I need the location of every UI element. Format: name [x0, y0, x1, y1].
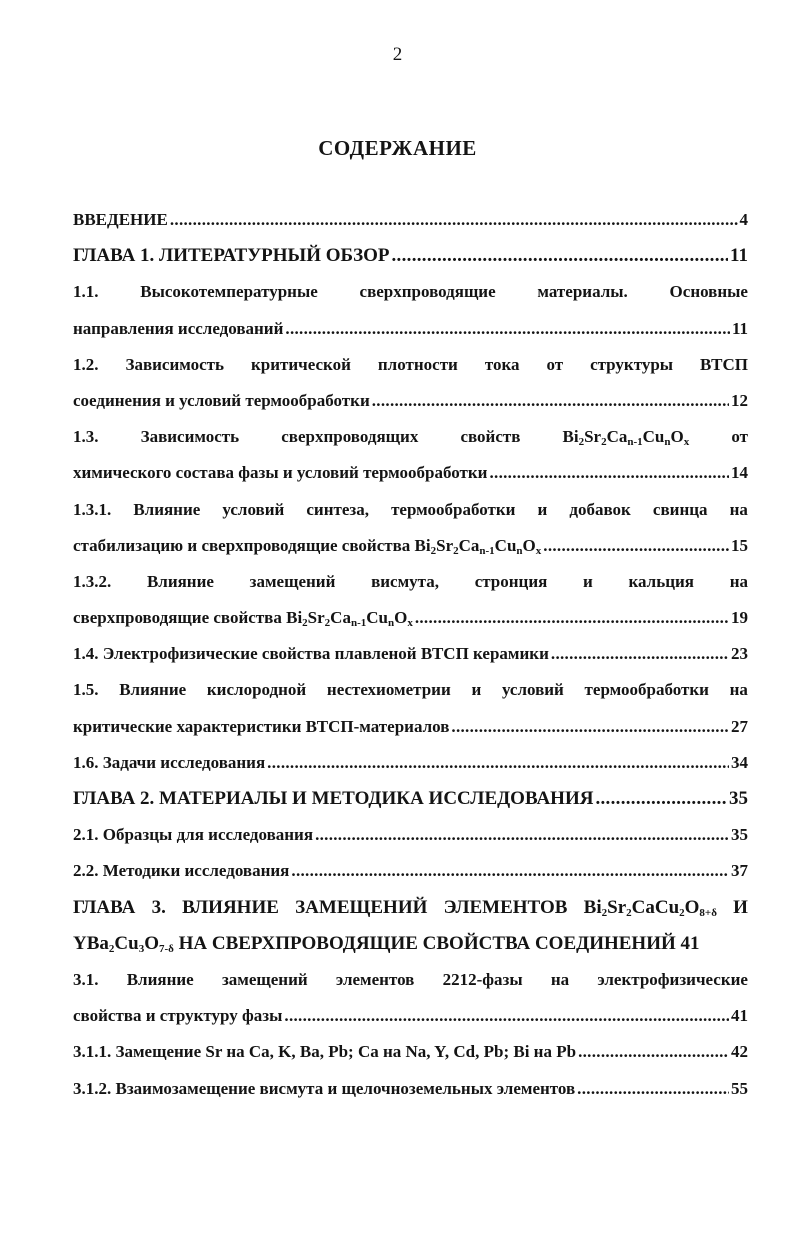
- toc-word: Влияние: [133, 499, 201, 519]
- page-ref: 41: [731, 1006, 748, 1026]
- toc-entry-3-1-2[interactable]: 3.1.2. Взаимозамещение висмута и щелочноземельных элементов ..... 55: [73, 1071, 748, 1107]
- page-ref: 27: [731, 716, 748, 736]
- toc-word: электрофизические: [597, 969, 748, 989]
- toc-word: сверхпроводящих: [281, 427, 419, 447]
- toc-word: и: [583, 571, 593, 591]
- toc-word: ВТСП: [700, 354, 748, 374]
- toc-word: 3.1.: [73, 969, 99, 989]
- toc-word: замещений: [249, 571, 336, 591]
- chemical-formula: $Bi_2Sr_2Ca_{n-1}Cu_nO_x$: [562, 427, 690, 449]
- page-ref: 11: [731, 318, 748, 338]
- toc-entry-1-3-line2[interactable]: химического состава фазы и условий термообработки ..... 14: [73, 455, 748, 491]
- toc-entry-3-1-line2[interactable]: свойства и структуру фазы ..... 41: [73, 998, 748, 1034]
- toc-word: условий: [501, 680, 564, 700]
- page-title: СОДЕРЖАНИЕ: [318, 136, 477, 160]
- toc-word: висмута,: [371, 571, 439, 591]
- toc-entry-chapter-3-line2[interactable]: $YBa_2Cu_3O_{7-\delta}$ НА СВЕРХПРОВОДЯЩИЕ СВОЙСТВА СОЕДИНЕНИЙ 41: [73, 932, 700, 955]
- page-ref: 37: [731, 861, 748, 881]
- toc-word: сверхпроводящие: [359, 282, 496, 302]
- toc-word: нестехиометрии: [326, 680, 451, 700]
- toc-entry-chapter-3-line1[interactable]: [73, 890, 748, 926]
- toc-entry-2-1[interactable]: 2.1. Образцы для исследования ..... 35: [73, 817, 748, 853]
- toc-entry-1-6[interactable]: 1.6. Задачи исследования ..... 34: [73, 745, 748, 781]
- justified-words: [73, 274, 748, 310]
- page-ref: 42: [731, 1042, 748, 1062]
- toc-word: замещений: [221, 969, 308, 989]
- toc-word: 1.3.2.: [73, 571, 112, 591]
- toc-word: стронция: [474, 571, 548, 591]
- toc-word: на: [729, 499, 748, 519]
- page-ref: 34: [731, 752, 748, 772]
- toc-word: Зависимость: [125, 354, 224, 374]
- toc-entry-1-2-line1[interactable]: [73, 347, 748, 383]
- justified-words: ГЛАВА 3. ВЛИЯНИЕ ЗАМЕЩЕНИЙ ЭЛЕМЕНТОВ $Bi_2Sr_2CaCu_2O_{8+\delta}$ И: [73, 890, 748, 926]
- toc-word: на: [729, 680, 748, 700]
- toc-entry-1-3-1-line2[interactable]: стабилизацию и сверхпроводящие свойства $Bi_2Sr_2Ca_{n-1}Cu_nO_x$ ..... 15: [73, 528, 748, 564]
- page-ref: 11: [730, 245, 748, 267]
- toc-word: Высокотемпературные: [140, 282, 318, 302]
- toc-entry-intro[interactable]: ВВЕДЕНИЕ ..... 4: [73, 202, 748, 238]
- justified-words: [73, 962, 748, 998]
- justified-words: [73, 564, 748, 600]
- toc-word: 1.2.: [73, 354, 99, 374]
- toc-word: Влияние: [126, 969, 194, 989]
- toc-word: элементов: [335, 969, 415, 989]
- toc-word: критической: [250, 354, 351, 374]
- toc-word: синтеза,: [306, 499, 369, 519]
- justified-words: [73, 492, 748, 528]
- page-ref: 35: [731, 825, 748, 845]
- toc-word: свинца: [652, 499, 708, 519]
- toc-word: Основные: [669, 282, 748, 302]
- chemical-formula: $Bi_2Sr_2Ca_{n-1}Cu_nO_x$: [414, 535, 542, 557]
- toc-word: кислородной: [206, 680, 307, 700]
- toc-word: добавок: [569, 499, 631, 519]
- toc-entry-chapter-1[interactable]: ГЛАВА 1. ЛИТЕРАТУРНЫЙ ОБЗОР ..... 11: [73, 238, 748, 274]
- toc-word: 1.3.: [73, 427, 99, 447]
- page-ref: 19: [731, 608, 748, 628]
- toc-entry-1-5-line1[interactable]: [73, 672, 748, 708]
- toc-word: структуры: [590, 354, 674, 374]
- page-ref: 14: [731, 463, 748, 483]
- toc-entry-3-1-line1[interactable]: [73, 962, 748, 998]
- page-ref: 4: [739, 210, 748, 229]
- toc-entry-3-1-1[interactable]: 3.1.1. Замещение Sr на Ca, K, Ba, Pb; Ca на Na, Y, Cd, Pb; Bi на Pb ..... 42: [73, 1034, 748, 1070]
- toc-word: материалы.: [537, 282, 628, 302]
- page-ref: 15: [731, 535, 748, 555]
- page-ref: 12: [731, 390, 748, 410]
- toc-word: на: [729, 571, 748, 591]
- toc-word: условий: [222, 499, 285, 519]
- toc-word: 2212-фазы: [442, 969, 523, 989]
- justified-words: 1.3. Зависимость сверхпроводящих свойств $Bi_2Sr_2Ca_{n-1}Cu_nO_x$ от: [73, 419, 748, 455]
- toc-entry-1-3-2-line2[interactable]: сверхпроводящие свойства $Bi_2Sr_2Ca_{n-1}Cu_nO_x$ ..... 19: [73, 600, 748, 636]
- toc-word: Влияние: [146, 571, 214, 591]
- toc-word: ВЛИЯНИЕ: [182, 896, 279, 918]
- toc-entry-1-5-line2[interactable]: критические характеристики ВТСП-материалов ..... 27: [73, 709, 748, 745]
- toc-word: и: [537, 499, 548, 519]
- page-ref: 55: [731, 1078, 748, 1098]
- chemical-formula: $Bi_2Sr_2CaCu_2O_{8+\delta}$: [583, 896, 717, 919]
- toc-word: Влияние: [119, 680, 187, 700]
- toc-entry-1-3-2-line1[interactable]: [73, 564, 748, 600]
- toc-word: кальция: [628, 571, 695, 591]
- chemical-formula: $Bi_2Sr_2Ca_{n-1}Cu_nO_x$: [286, 608, 413, 630]
- toc-word: 1.5.: [73, 680, 99, 700]
- justified-words: [73, 347, 748, 383]
- toc-word: и: [471, 680, 482, 700]
- toc-word: свойств: [460, 427, 521, 447]
- toc-word: тока: [484, 354, 520, 374]
- toc-entry-1-1-line2[interactable]: направления исследований ..... 11: [73, 311, 748, 347]
- chemical-formula: $YBa_2Cu_3O_{7-\delta}$: [73, 932, 174, 955]
- page-ref: 41: [680, 932, 700, 954]
- toc-word: ГЛАВА: [73, 896, 136, 918]
- toc-word: термообработки: [391, 499, 516, 519]
- toc-word: 3.: [151, 896, 166, 918]
- toc-word: плотности: [377, 354, 458, 374]
- page-number: 2: [392, 44, 403, 65]
- toc-entry-1-3-line1[interactable]: [73, 419, 748, 455]
- toc-entry-2-2[interactable]: 2.2. Методики исследования ..... 37: [73, 853, 748, 889]
- toc-word: от: [546, 354, 564, 374]
- toc-word: Зависимость: [140, 427, 240, 447]
- justified-words: [73, 672, 748, 708]
- page-ref: 35: [729, 788, 748, 809]
- toc-word: термообработки: [584, 680, 709, 700]
- table-of-contents: [73, 202, 748, 1107]
- toc-entry-1-4[interactable]: 1.4. Электрофизические свойства плавленой ВТСП керамики ..... 23: [73, 636, 748, 672]
- toc-word: на: [550, 969, 570, 989]
- toc-entry-1-2-line2[interactable]: соединения и условий термообработки ..... 12: [73, 383, 748, 419]
- toc-word: ЭЛЕМЕНТОВ: [443, 896, 568, 918]
- toc-word: 1.1.: [73, 282, 99, 302]
- toc-entry-1-3-1-line1[interactable]: [73, 492, 748, 528]
- toc-entry-1-1-line1[interactable]: [73, 274, 748, 310]
- toc-entry-chapter-2[interactable]: ГЛАВА 2. МАТЕРИАЛЫ И МЕТОДИКА ИССЛЕДОВАНИЯ ..... 35: [73, 781, 748, 817]
- toc-word: ЗАМЕЩЕНИЙ: [295, 896, 428, 918]
- toc-word: 1.3.1.: [73, 499, 112, 519]
- page-ref: 23: [731, 644, 748, 664]
